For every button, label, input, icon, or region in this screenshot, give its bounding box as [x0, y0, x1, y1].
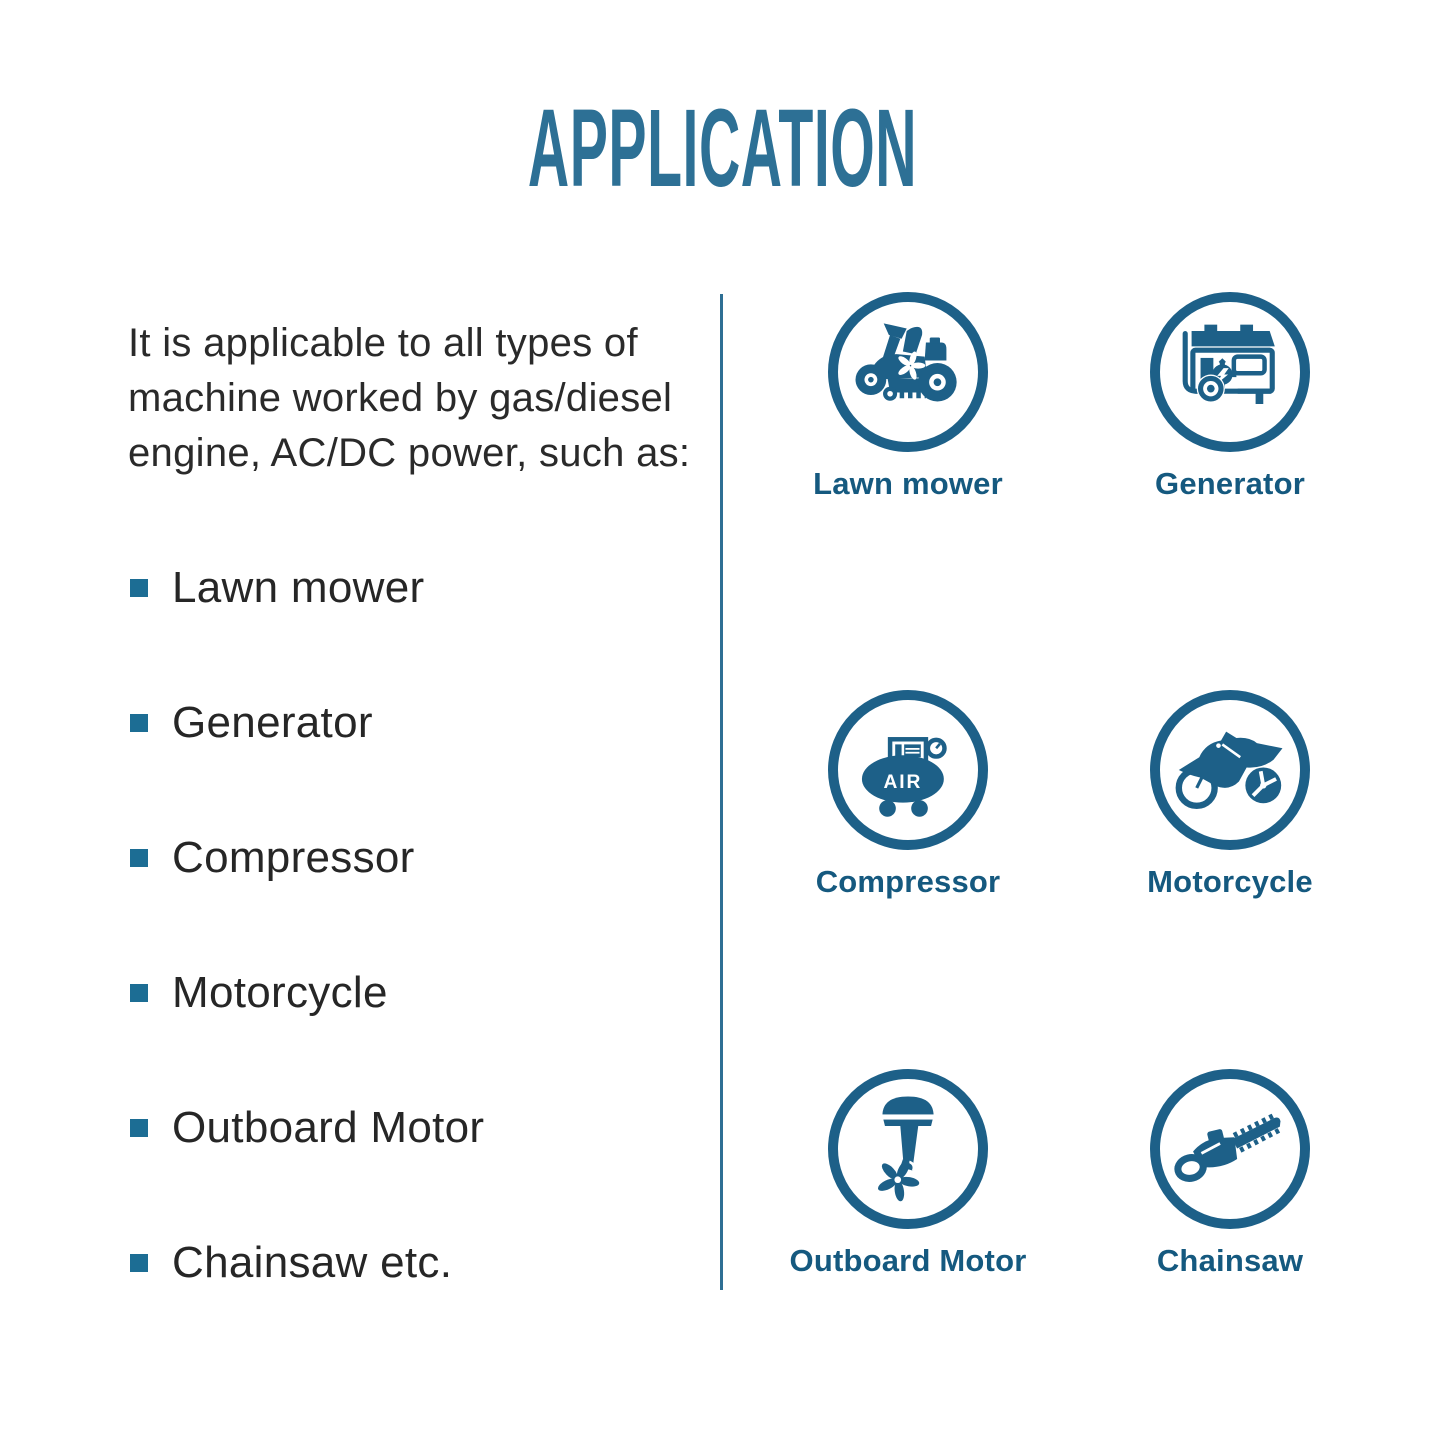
grid-item-outboard-motor [778, 1069, 1038, 1279]
intro-line: machine worked by gas/diesel [128, 376, 673, 420]
square-bullet-icon [130, 1119, 148, 1137]
compressor-tank-text: AIR [883, 771, 923, 793]
grid-item-motorcycle [1100, 690, 1360, 900]
list-item-label: Motorcycle [172, 968, 388, 1017]
compressor-icon [828, 690, 988, 850]
list-item [130, 563, 484, 612]
grid-item-label: Motorcycle [1147, 864, 1313, 899]
application-list [130, 563, 485, 1376]
list-item-label: Compressor [172, 833, 415, 882]
generator-icon [1150, 292, 1310, 452]
list-item [130, 1238, 484, 1287]
vertical-divider [720, 294, 723, 1290]
grid-item-label: Compressor [815, 864, 1001, 899]
list-item [130, 1103, 485, 1152]
square-bullet-icon [130, 579, 148, 597]
chainsaw-icon [1150, 1069, 1310, 1229]
grid-item-generator [1100, 292, 1360, 502]
grid-item-label: Generator [1155, 466, 1305, 501]
list-item [130, 698, 484, 747]
list-item [130, 968, 484, 1017]
grid-item-label: Lawn mower [813, 466, 1003, 501]
intro-text [128, 316, 690, 481]
page-title: APPLICATION [527, 87, 918, 210]
grid-item-label: Chainsaw [1156, 1243, 1304, 1278]
intro-line: engine, AC/DC power, such as: [128, 431, 691, 475]
lawn-mower-icon [828, 292, 988, 452]
grid-item-chainsaw [1100, 1069, 1360, 1279]
square-bullet-icon [130, 984, 148, 1002]
square-bullet-icon [130, 714, 148, 732]
grid-item-compressor [778, 690, 1038, 900]
outboard-motor-icon [828, 1069, 988, 1229]
list-item-label: Lawn mower [172, 563, 425, 612]
motorcycle-icon [1150, 690, 1310, 850]
square-bullet-icon [130, 1254, 148, 1272]
intro-line: It is applicable to all types of [128, 321, 638, 365]
grid-item-label: Outboard Motor [789, 1243, 1027, 1278]
square-bullet-icon [130, 849, 148, 867]
grid-item-lawn-mower [778, 292, 1038, 502]
list-item-label: Generator [172, 698, 373, 747]
list-item-label: Chainsaw etc. [172, 1238, 453, 1287]
list-item [130, 833, 484, 882]
list-item-label: Outboard Motor [172, 1103, 485, 1152]
